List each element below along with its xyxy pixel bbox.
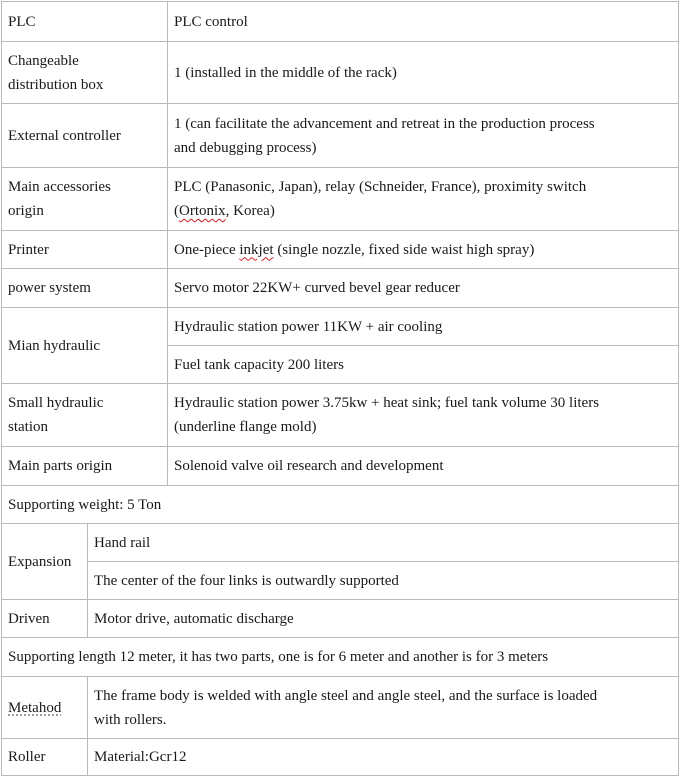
- label-small-hydraulic-line1: Small hydraulic: [8, 395, 104, 411]
- value-small-hydraulic-line2: (underline flange mold): [174, 419, 317, 435]
- label-small-hydraulic-lines: [8, 391, 103, 439]
- label-power-text: power system: [8, 280, 91, 296]
- label-roller-text: Roller: [8, 749, 46, 765]
- value-accessories-origin: [167, 167, 679, 231]
- value-external-controller: [167, 103, 679, 168]
- value-printer-pre: One-piece: [174, 241, 240, 258]
- value-printer-word: inkjet: [239, 241, 274, 258]
- value-main-hydraulic-tank: [167, 345, 679, 384]
- value-roller-text: Material:Gcr12: [94, 749, 187, 765]
- value-plc-text: PLC control: [174, 13, 248, 30]
- label-accessories-line2: origin: [8, 203, 44, 219]
- value-small-hydraulic: [167, 383, 679, 447]
- value-small-hydraulic-lines: [174, 391, 599, 439]
- label-driven-text: Driven: [8, 610, 50, 627]
- label-accessories-line1: Main accessories: [8, 179, 111, 195]
- value-power-text: Servo motor 22KW+ curved bevel gear reducer: [174, 280, 460, 296]
- label-method: [1, 676, 88, 739]
- label-printer: [1, 230, 168, 269]
- value-method-line2: with rollers.: [94, 711, 167, 728]
- value-parts-origin: [167, 446, 679, 486]
- label-driven: [1, 599, 88, 638]
- value-external-line1: 1 (can facilitate the advancement and retreat in the production process: [174, 115, 595, 132]
- label-distribution-box-lines: [8, 49, 103, 97]
- label-expansion: [1, 523, 88, 600]
- value-accessories-line2: [174, 199, 586, 223]
- value-expansion-links: [87, 561, 679, 600]
- label-main-hydraulic-text: Mian hydraulic: [8, 337, 101, 354]
- value-method-lines: [94, 684, 597, 732]
- label-external-text: External controller: [8, 127, 121, 144]
- value-roller: [87, 738, 679, 776]
- label-small-hydraulic: [1, 383, 168, 447]
- label-power-system: [1, 268, 168, 308]
- label-expansion-text: Expansion: [8, 553, 72, 570]
- label-plc-text: PLC: [8, 13, 36, 30]
- value-small-hydraulic-line1: Hydraulic station power 3.75kw + heat sink; fuel tank volume 30 liters: [174, 395, 600, 411]
- label-external-controller: [1, 103, 168, 168]
- value-accessories-close: , Korea): [225, 203, 275, 219]
- value-printer-text: [174, 238, 534, 262]
- value-accessories-line1: PLC (Panasonic, Japan), relay (Schneider, France), proximity switch: [174, 179, 587, 195]
- supporting-length-row: [1, 637, 679, 677]
- supporting-weight-text: Supporting weight: 5 Ton: [8, 496, 162, 513]
- value-distribution-text: 1 (installed in the middle of the rack): [174, 64, 397, 81]
- value-expansion-hand-rail-text: Hand rail: [94, 534, 151, 551]
- value-printer: [167, 230, 679, 269]
- label-distribution-line2: distribution box: [8, 76, 104, 93]
- label-method-text: Metahod: [8, 699, 62, 716]
- label-parts-origin: [1, 446, 168, 486]
- label-accessories-origin: [1, 167, 168, 231]
- label-accessories-lines: [8, 175, 111, 223]
- value-driven-text: Motor drive, automatic discharge: [94, 610, 294, 627]
- value-power-system: [167, 268, 679, 308]
- supporting-weight-row: [1, 485, 679, 524]
- value-external-lines: [174, 112, 595, 160]
- value-method-line1: The frame body is welded with angle steel and angle steel, and the surface is loaded: [94, 687, 598, 704]
- value-parts-origin-text: Solenoid valve oil research and development: [174, 458, 444, 474]
- value-main-hydraulic-tank-text: Fuel tank capacity 200 liters: [174, 356, 344, 373]
- value-accessories-lines: [174, 175, 586, 223]
- value-main-hydraulic-power-text: Hydraulic station power 11KW + air cooling: [174, 318, 443, 335]
- label-parts-origin-text: Main parts origin: [8, 458, 113, 474]
- label-small-hydraulic-line2: station: [8, 419, 48, 435]
- label-main-hydraulic: [1, 307, 168, 384]
- value-main-hydraulic-power: [167, 307, 679, 346]
- value-method: [87, 676, 679, 739]
- value-accessories-word: Ortonix: [179, 203, 226, 219]
- value-printer-post: (single nozzle, fixed side waist high spray): [273, 241, 535, 258]
- label-printer-text: Printer: [8, 241, 49, 258]
- value-plc: [167, 1, 679, 42]
- value-expansion-links-text: The center of the four links is outwardly supported: [94, 572, 399, 589]
- value-external-line2: and debugging process): [174, 139, 317, 156]
- value-expansion-hand-rail: [87, 523, 679, 562]
- supporting-length-text: Supporting length 12 meter, it has two parts, one is for 6 meter and another is for 3 meters: [8, 649, 549, 665]
- value-accessories-open: (: [174, 203, 179, 219]
- value-driven: [87, 599, 679, 638]
- label-roller: [1, 738, 88, 776]
- value-distribution-box: [167, 41, 679, 104]
- label-distribution-line1: Changeable: [8, 52, 79, 69]
- label-distribution-box: [1, 41, 168, 104]
- label-plc: [1, 1, 168, 42]
